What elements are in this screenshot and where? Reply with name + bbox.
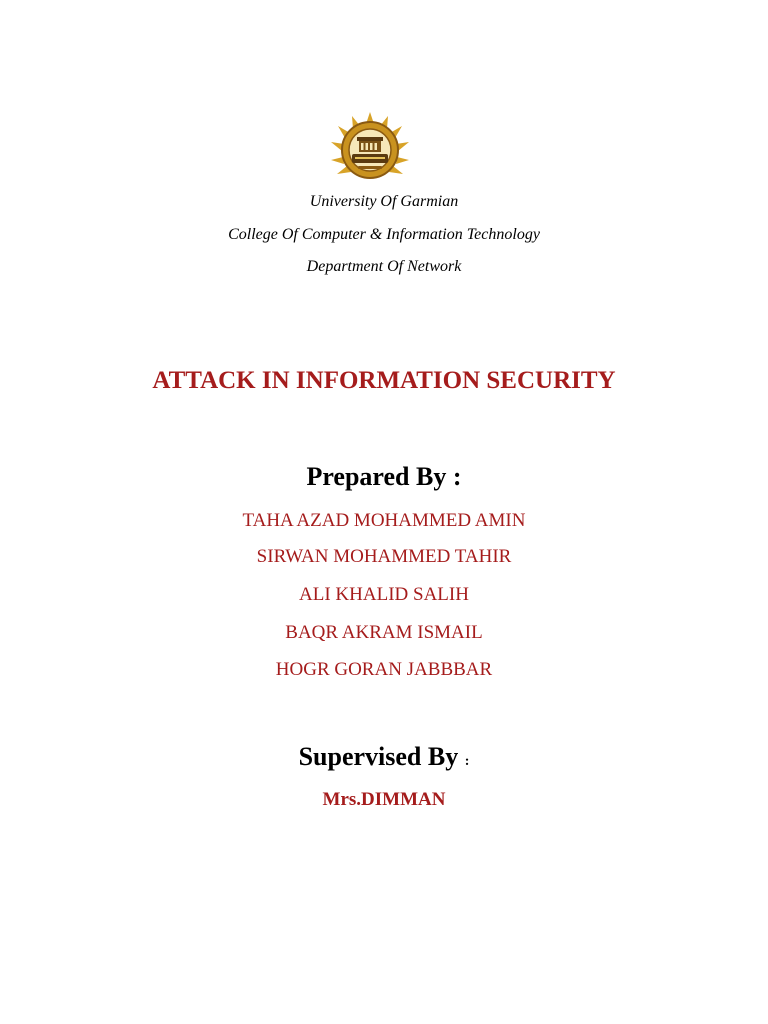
college-name: College Of Computer & Information Technology [228, 226, 540, 243]
member-name: ALI KHALID SALIH [299, 584, 469, 605]
document-title: ATTACK IN INFORMATION SECURITY [152, 367, 616, 394]
member-name: TAHA AZAD MOHAMMED AMIN [242, 510, 526, 531]
university-logo [328, 110, 412, 186]
member-name: BAQR AKRAM ISMAIL [285, 622, 483, 643]
university-name: University Of Garmian [309, 193, 459, 210]
supervisor-name: Mrs.DIMMAN [322, 789, 446, 810]
member-name: HOGR GORAN JABBBAR [275, 659, 493, 680]
supervised-by-heading [0, 742, 768, 772]
university-seal-icon [328, 110, 412, 186]
supervised-by-colon: : [464, 754, 470, 769]
supervised-by-label: Supervised By [298, 742, 459, 771]
prepared-by-heading: Prepared By : [306, 462, 462, 491]
department-name: Department Of Network [306, 258, 462, 275]
member-name: SIRWAN MOHAMMED TAHIR [256, 546, 512, 567]
